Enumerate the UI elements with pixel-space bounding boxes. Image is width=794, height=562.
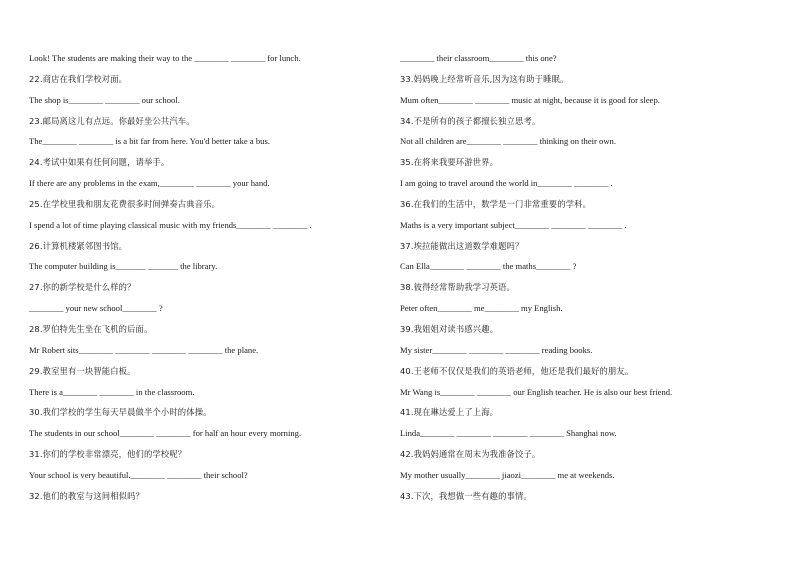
left-question-english: The shop is________ ________ our school. (29, 94, 180, 105)
left-question-chinese: 29.教室里有一块智能白板。 (29, 365, 136, 376)
right-question-chinese: 42.我妈妈通常在周末为我准备饺子。 (400, 449, 541, 460)
right-question-english: Not all children are________ ________ thinking on their own. (400, 136, 617, 147)
left-question-english: I spend a lot of time playing classical music with my friends________ ________ . (29, 219, 312, 230)
right-question-chinese: 43.下次，我想做一些有趣的事情。 (400, 490, 532, 501)
right-question-chinese: 33.妈妈晚上经常听音乐,因为这有助于睡眠。 (400, 73, 569, 84)
left-question-chinese: 27.你的新学校是什么样的？ (29, 282, 136, 293)
right-question-english: Can Ella________ ________ the maths________ ? (400, 261, 577, 272)
right-question-chinese: 41.现在琳达爱上了上海。 (400, 407, 499, 418)
left-question-chinese: 30.我们学校的学生每天早晨做半个小时的体操。 (29, 407, 212, 418)
left-question-chinese: 24.考试中如果有任何问题，请举手。 (29, 157, 170, 168)
left-question-english: There is a________ ________ in the classroom. (29, 386, 195, 397)
right-question-english: Maths is a very important subject________ ________ ________ . (400, 219, 627, 230)
left-question-chinese: 31.你们的学校非常漂亮，他们的学校呢？ (29, 449, 187, 460)
left-question-english: If there are any problems in the exam,________ ________ your hand. (29, 178, 270, 189)
left-question-english: Look! The students are making their way to the ________ ________ for lunch. (29, 53, 301, 63)
left-column (29, 48, 374, 507)
left-question-chinese: 22.商店在我们学校对面。 (29, 73, 128, 84)
right-question-english: Mum often________ ________ music at night, because it is good for sleep. (400, 94, 660, 105)
right-question-chinese: 35.在将来我要环游世界。 (400, 157, 499, 168)
left-question-english: The________ ________ is a bit far from here. You'd better take a bus. (29, 136, 270, 147)
left-question-english: Your school is very beautiful.________ ________ their school? (29, 469, 248, 480)
left-question-chinese: 25.在学校里我和朋友花费很多时间弹奏古典音乐。 (29, 198, 221, 209)
right-question-english: Mr Wang is________ ________ our English teacher. He is also our best friend. (400, 386, 673, 397)
right-question-chinese: 37.埃拉能做出这道数学难题吗？ (400, 240, 524, 251)
right-column (400, 48, 770, 507)
left-question-chinese: 26.计算机楼紧邻图书馆。 (29, 240, 128, 251)
right-question-chinese: 38.彼得经常帮助我学习英语。 (400, 282, 516, 293)
right-question-english: Peter often________ me________ my English. (400, 303, 563, 314)
right-question-english: My mother usually________ jiaozi________ me at weekends. (400, 469, 615, 480)
right-question-chinese: 40.王老师不仅仅是我们的英语老师，他还是我们最好的朋友。 (400, 365, 634, 376)
left-question-english: The students in our school________ ________ for half an hour every morning. (29, 428, 302, 439)
right-question-chinese: 36.在我们的生活中，数学是一门非常重要的学科。 (400, 198, 592, 209)
left-question-english: Mr Robert sits________ ________ ________ ________ the plane. (29, 344, 259, 355)
right-question-english: Linda________ ________ ________ ________ Shanghai now. (400, 428, 617, 439)
left-question-chinese: 23.邮局离这儿有点远。你最好坐公共汽车。 (29, 115, 195, 126)
right-question-chinese: 39.我姐姐对读书感兴趣。 (400, 323, 499, 334)
right-question-english: I am going to travel around the world in________ ________ . (400, 178, 613, 189)
right-question-english: My sister________ ________ ________ reading books. (400, 344, 593, 355)
right-question-chinese: 34.不是所有的孩子都擅长独立思考。 (400, 115, 541, 126)
right-question-english: ________ their classroom________ this one? (400, 53, 557, 63)
left-question-english: ________ your new school________ ? (29, 303, 163, 314)
left-question-chinese: 32.他们的教室与这间相似吗？ (29, 490, 145, 501)
left-question-chinese: 28.罗伯特先生坐在飞机的后面。 (29, 323, 153, 334)
left-question-english: The computer building is_______ _______ the library. (29, 261, 218, 272)
